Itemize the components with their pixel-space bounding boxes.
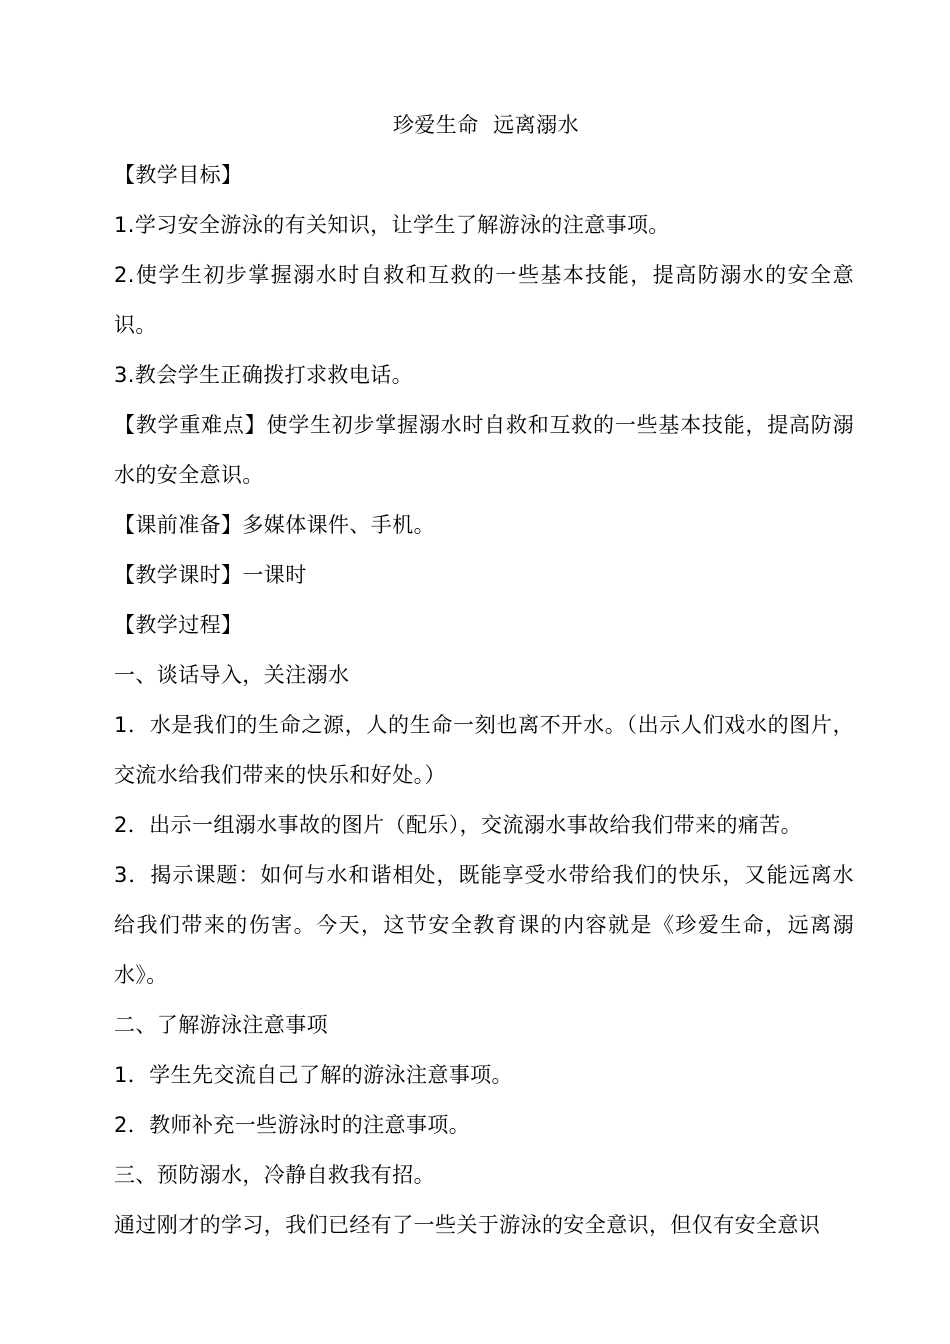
subsection-heading: 二、了解游泳注意事项 — [114, 1013, 328, 1037]
class-hours: 【教学课时】一课时 — [114, 563, 307, 587]
body-paragraph: 通过刚才的学习，我们已经有了一些关于游泳的安全意识，但仅有安全意识 — [114, 1213, 821, 1237]
key-difficulties: 【教学重难点】使学生初步掌握溺水时自救和互救的一些基本技能，提高防溺水的安全意识。 — [114, 413, 854, 487]
preparation: 【课前准备】多媒体课件、手机。 — [114, 513, 435, 537]
subsection-heading: 一、谈话导入，关注溺水 — [114, 663, 350, 687]
process-item: 1．学生先交流自己了解的游泳注意事项。 — [114, 1063, 513, 1087]
document-body — [114, 150, 854, 1250]
section-heading-process: 【教学过程】 — [114, 613, 243, 637]
process-item: 2．出示一组溺水事故的图片（配乐），交流溺水事故给我们带来的痛苦。 — [114, 813, 803, 837]
subsection-heading: 三、预防溺水，冷静自救我有招。 — [114, 1163, 435, 1187]
objective-item: 1.学习安全游泳的有关知识，让学生了解游泳的注意事项。 — [114, 213, 670, 237]
objective-item: 3.教会学生正确拨打求救电话。 — [114, 363, 414, 387]
objective-item: 2.使学生初步掌握溺水时自救和互救的一些基本技能，提高防溺水的安全意识。 — [114, 263, 854, 337]
process-item: 1．水是我们的生命之源，人的生命一刻也离不开水。（出示人们戏水的图片，交流水给我们带来的快乐和好处。） — [114, 713, 854, 787]
process-item: 3．揭示课题：如何与水和谐相处，既能享受水带给我们的快乐，又能远离水给我们带来的伤害。今天，这节安全教育课的内容就是《珍爱生命，远离溺水》。 — [114, 863, 854, 987]
process-item: 2．教师补充一些游泳时的注意事项。 — [114, 1113, 471, 1137]
document-title: 珍爱生命 远离溺水 — [392, 113, 580, 137]
section-heading-objectives: 【教学目标】 — [114, 163, 243, 187]
